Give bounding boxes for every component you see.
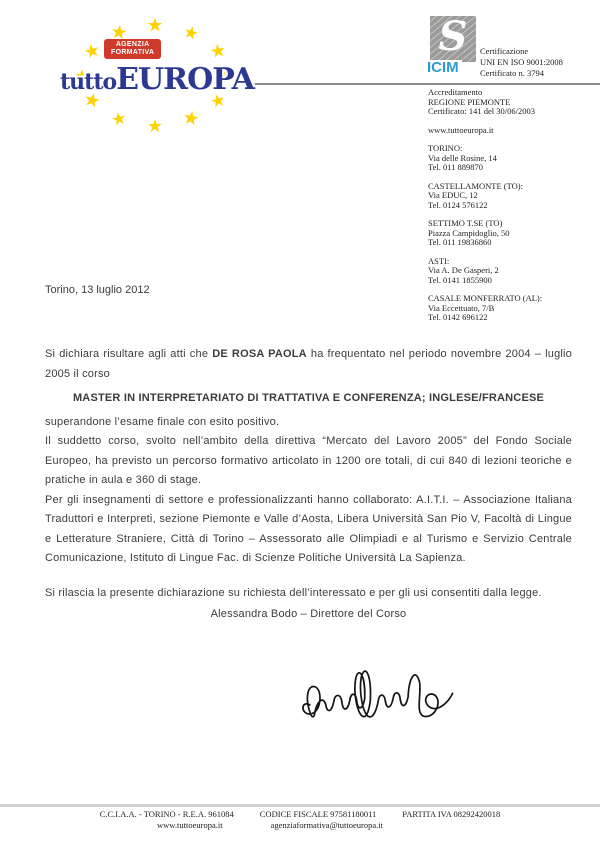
declaration-paragraph	[45, 345, 572, 384]
office-city: ASTI:	[428, 255, 450, 266]
icim-cert-text	[480, 46, 595, 79]
footer-cciaa: C.C.I.A.A. - TORINO - R.E.A. 961084	[99, 809, 234, 819]
office-phone: Tel. 0124 576122	[428, 199, 488, 210]
star-icon	[146, 17, 163, 36]
contact-sidebar	[428, 88, 588, 332]
star-icon	[110, 109, 128, 129]
footer-partita-iva: PARTITA IVA 08292420018	[402, 809, 501, 819]
office-address: Via Eccettuato, 7/B	[428, 302, 495, 313]
office-address: Via delle Rosine, 14	[428, 152, 497, 163]
star-icon	[208, 41, 227, 62]
office-city: SETTIMO T.SE (TO)	[428, 218, 503, 228]
star-icon	[181, 108, 201, 130]
logo-word-europa: EUROPA	[116, 62, 254, 97]
office-phone: Tel. 0142 696122	[428, 312, 488, 322]
collaborators-paragraph: Per gli insegnamenti di settore e professionalizzanti hanno collaborato: A.I.T.I. – Associazione Italiana Traduttori e Interpreti, sezione Piemonte e Valle d’Aosta, Libera Università San Pio V, Facoltà di Lingue e Letterature Straniere, Città di Torino – Assessorato alle Olimpiadi e al Turismo e Servizio Centrale Comunicazione, Istituto di Lingue Fac. di Scienze Politiche Università La Sapienza.	[45, 493, 572, 564]
office-city: CASALE MONFERRATO (AL):	[428, 293, 543, 303]
declaration-pre: Si dichiara risultare agli atti che	[45, 348, 209, 360]
website-line: www.tuttoeuropa.it	[428, 124, 494, 135]
accreditation-line: REGIONE PIEMONTE	[428, 96, 511, 107]
office-castellamonte	[428, 182, 588, 211]
icim-cert-line: UNI EN ISO 9001:2008	[480, 57, 563, 67]
office-asti	[428, 257, 588, 286]
exam-result-line: superandone l’esame finale con esito positivo.	[45, 415, 280, 428]
icim-cert-line: Certificazione	[480, 46, 529, 56]
logo-wordmark	[60, 62, 254, 97]
footer-codice-fiscale: CODICE FISCALE 97581180011	[259, 809, 377, 819]
tuttoeuropa-logo	[60, 20, 255, 140]
declaration-post: ha frequentato nel periodo novembre 2004 – luglio 2005 il corso	[45, 348, 572, 380]
student-name: DE ROSA PAOLA	[212, 348, 307, 360]
icim-wordmark: ICIM	[427, 60, 462, 75]
office-torino	[428, 144, 588, 173]
office-phone: Tel. 011 19836860	[428, 237, 492, 247]
letter-body	[45, 345, 572, 625]
office-casale	[428, 294, 588, 323]
icim-certification-block	[428, 14, 598, 80]
star-icon	[147, 117, 163, 135]
course-title: MASTER IN INTERPRETARIATO DI TRATTATIVA E CONFERENZA; INGLESE/FRANCESE	[72, 392, 545, 404]
accreditation-block	[428, 88, 588, 117]
accreditation-line: Accreditamento	[428, 87, 483, 97]
footer-divider	[0, 804, 600, 807]
footer-email: agenziaformativa@tuttoeuropa.it	[270, 820, 383, 830]
icim-cert-line: Certificato n. 3794	[480, 68, 544, 78]
agency-badge-line: AGENZIA	[115, 41, 150, 48]
star-icon	[82, 40, 102, 62]
icim-logo	[427, 13, 476, 76]
footer-website: www.tuttoeuropa.it	[157, 820, 223, 830]
accreditation-line: Certificato: 141 del 30/06/2003	[428, 106, 535, 116]
office-settimo	[428, 219, 588, 248]
agency-badge-line: FORMATIVA	[111, 49, 155, 56]
office-address: Via A. De Gasperi, 2	[428, 265, 499, 275]
footer-registry-line	[0, 809, 600, 819]
office-address: Via EDUC, 12	[428, 190, 478, 200]
star-icon	[181, 23, 200, 43]
icim-s-icon: S	[438, 13, 468, 60]
office-city: TORINO:	[428, 143, 463, 153]
header-divider	[232, 83, 600, 85]
signer-line: Alessandra Bodo – Direttore del Corso	[210, 608, 407, 620]
office-address: Piazza Campidoglio, 50	[428, 227, 510, 238]
office-city: CASTELLAMONTE (TO):	[428, 180, 523, 191]
course-details-paragraph: Il suddetto corso, svolto nell’ambito della direttiva “Mercato del Lavoro 2005” del Fondo Sociale Europeo, ha previsto un percorso formativo articolato in 1200 ore totali, di cui 840 di lezioni teoriche e pratiche in aula e 360 di stage.	[45, 435, 572, 486]
agency-badge	[104, 39, 161, 59]
date-line: Torino, 13 luglio 2012	[45, 284, 150, 296]
logo-word-tutto: tutto	[60, 69, 117, 95]
office-phone: Tel. 011 889870	[428, 162, 484, 172]
office-phone: Tel. 0141 1855900	[428, 274, 492, 285]
release-line: Si rilascia la presente dichiarazione su richiesta dell’interessato e per gli usi consentiti dalla legge.	[45, 586, 542, 599]
signature	[295, 650, 480, 730]
footer-contacts-line	[0, 820, 540, 830]
